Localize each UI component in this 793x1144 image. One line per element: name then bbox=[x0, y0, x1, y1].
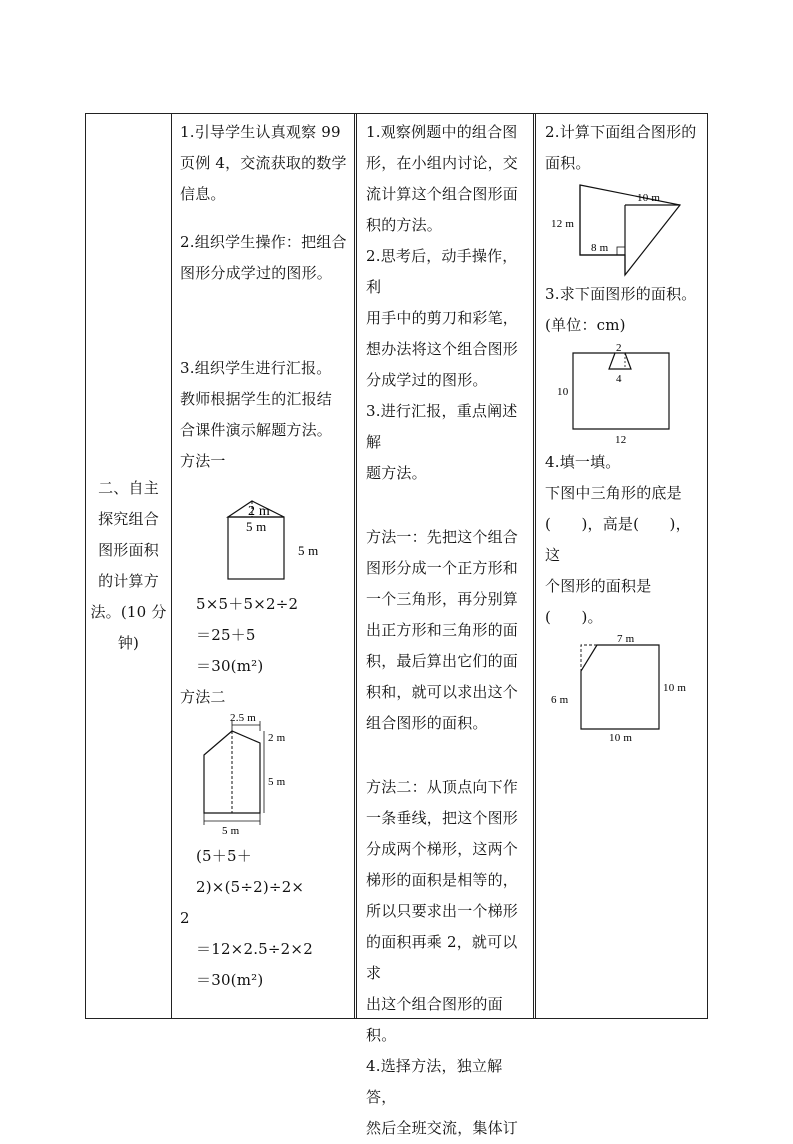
text-line: 页例 4，交流获取的数学 bbox=[180, 154, 347, 172]
text-line: 3.组织学生进行汇报。 bbox=[180, 359, 332, 377]
stage-title-line: 探究组合 bbox=[98, 510, 159, 528]
text-line: 然后全班交流，集体订 bbox=[366, 1119, 519, 1137]
trapezoid-inner-label: 8 m bbox=[591, 242, 609, 254]
text-line: 4.填一填。 bbox=[545, 453, 621, 471]
cut-corner-right-label: 10 m bbox=[663, 682, 687, 694]
text-line: 3.进行汇报，重点阐述解 bbox=[366, 402, 518, 451]
notch-bottom-label: 4 bbox=[616, 373, 622, 385]
text-line: 2.组织学生操作：把组合 bbox=[180, 233, 347, 251]
text-line: 图形分成一个正方形和 bbox=[366, 559, 519, 577]
cut-corner-figure bbox=[545, 633, 705, 745]
text-line: 组合图形的面积。 bbox=[366, 714, 488, 732]
text-line: 出正方形和三角形的面 bbox=[366, 621, 519, 639]
stage-title-line: 的计算方 bbox=[98, 572, 159, 590]
method1-top-label: 2 m bbox=[248, 504, 270, 519]
exercise-column bbox=[537, 113, 707, 1019]
calc-line: ＝25＋5 bbox=[196, 626, 256, 644]
text-line: 2.思考后，动手操作，利 bbox=[366, 247, 518, 296]
notched-rectangle-figure bbox=[545, 341, 705, 447]
text-line: 面积。 bbox=[545, 154, 591, 172]
text-line: 流计算这个组合图形面 bbox=[366, 185, 519, 203]
method2-top-label: 2.5 m bbox=[230, 713, 257, 724]
cut-corner-base-label: 10 m bbox=[609, 732, 633, 744]
text-line: 下图中三角形的底是 bbox=[545, 484, 682, 502]
stage-title bbox=[86, 473, 171, 659]
text-line: 一个三角形，再分别算 bbox=[366, 590, 519, 608]
text-line: 一条垂线，把这个图形 bbox=[366, 809, 519, 827]
stage-column bbox=[86, 113, 171, 1019]
text-line: 出这个组合图形的面 bbox=[366, 995, 503, 1013]
text-line: 1.观察例题中的组合图 bbox=[366, 123, 518, 141]
method2-roof-label: 2 m bbox=[268, 732, 286, 744]
text-line: 梯形的面积是相等的， bbox=[366, 871, 519, 889]
trapezoid-top-label: 10 m bbox=[637, 192, 661, 204]
method1-height-label: 5 m bbox=[298, 543, 319, 558]
text-line: 方法一：先把这个组合 bbox=[366, 528, 519, 546]
calc-line: 5×5＋5×2÷2 bbox=[196, 595, 299, 613]
text-line: 分成学过的图形。 bbox=[366, 371, 488, 389]
cut-corner-left-label: 6 m bbox=[551, 694, 569, 706]
text-line: 想办法将这个组合图形 bbox=[366, 340, 519, 358]
method2-title: 方法二 bbox=[180, 688, 226, 706]
rect-side-label: 10 bbox=[557, 386, 569, 398]
rect-base-label: 12 bbox=[615, 434, 627, 446]
text-line: 个图形的面积是 bbox=[545, 577, 652, 595]
text-line: 1.引导学生认真观察 99 bbox=[180, 123, 341, 141]
text-line: 2.计算下面组合图形的 bbox=[545, 123, 697, 141]
calc-line: (5＋5＋2)×(5÷2)÷2× bbox=[196, 847, 305, 896]
trapezoid-figure bbox=[545, 179, 705, 279]
calc-line: 2 bbox=[180, 909, 190, 927]
text-line: 用手中的剪刀和彩笔， bbox=[366, 309, 519, 327]
cut-corner-top-label: 7 m bbox=[617, 633, 635, 645]
text-line: (单位：cm) bbox=[545, 316, 626, 334]
calc-line: ＝12×2.5÷2×2 bbox=[196, 940, 313, 958]
calc-line: ＝30(m²) bbox=[196, 971, 264, 989]
text-line: 题方法。 bbox=[366, 464, 427, 482]
text-line: 的面积再乘 2，就可以求 bbox=[366, 933, 518, 982]
stage-title-line: 钟) bbox=[117, 634, 140, 652]
method1-title: 方法一 bbox=[180, 452, 226, 470]
text-line: 方法二：从顶点向下作 bbox=[366, 778, 519, 796]
stage-title-line: 图形面积 bbox=[98, 541, 159, 559]
notch-top-label: 2 bbox=[616, 342, 622, 354]
calc-line: ＝30(m²) bbox=[196, 657, 264, 675]
text-line: 图形分成学过的图形。 bbox=[180, 264, 333, 282]
stage-title-line: 法。(10 分 bbox=[90, 603, 167, 621]
text-line: ( )，高是( )，这 bbox=[545, 515, 691, 564]
text-line: 4.选择方法，独立解答， bbox=[366, 1057, 503, 1106]
text-line: 教师根据学生的汇报结 bbox=[180, 390, 333, 408]
method2-base-label: 5 m bbox=[222, 825, 240, 837]
text-line: 分成两个梯形，这两个 bbox=[366, 840, 519, 858]
text-line: 积和，就可以求出这个 bbox=[366, 683, 519, 701]
text-line: 积的方法。 bbox=[366, 216, 443, 234]
student-activity-column bbox=[358, 113, 534, 1137]
teacher-activity-column bbox=[172, 113, 355, 1019]
text-line: 合课件演示解题方法。 bbox=[180, 421, 333, 439]
stage-title-line: 二、自主 bbox=[98, 479, 159, 497]
text-line: 所以只要求出一个梯形 bbox=[366, 902, 519, 920]
text-line: ( )。 bbox=[545, 608, 603, 626]
house-figure-method1 bbox=[180, 477, 350, 589]
text-line: 积。 bbox=[366, 1026, 397, 1044]
house-figure-method2 bbox=[180, 713, 350, 841]
text-line: 积，最后算出它们的面 bbox=[366, 652, 519, 670]
text-line: 3.求下面图形的面积。 bbox=[545, 285, 697, 303]
method2-wall-label: 5 m bbox=[268, 776, 286, 788]
text-line: 信息。 bbox=[180, 185, 226, 203]
method1-width-label: 5 m bbox=[246, 519, 267, 534]
text-line: 形，在小组内讨论，交 bbox=[366, 154, 519, 172]
trapezoid-side-label: 12 m bbox=[551, 218, 575, 230]
